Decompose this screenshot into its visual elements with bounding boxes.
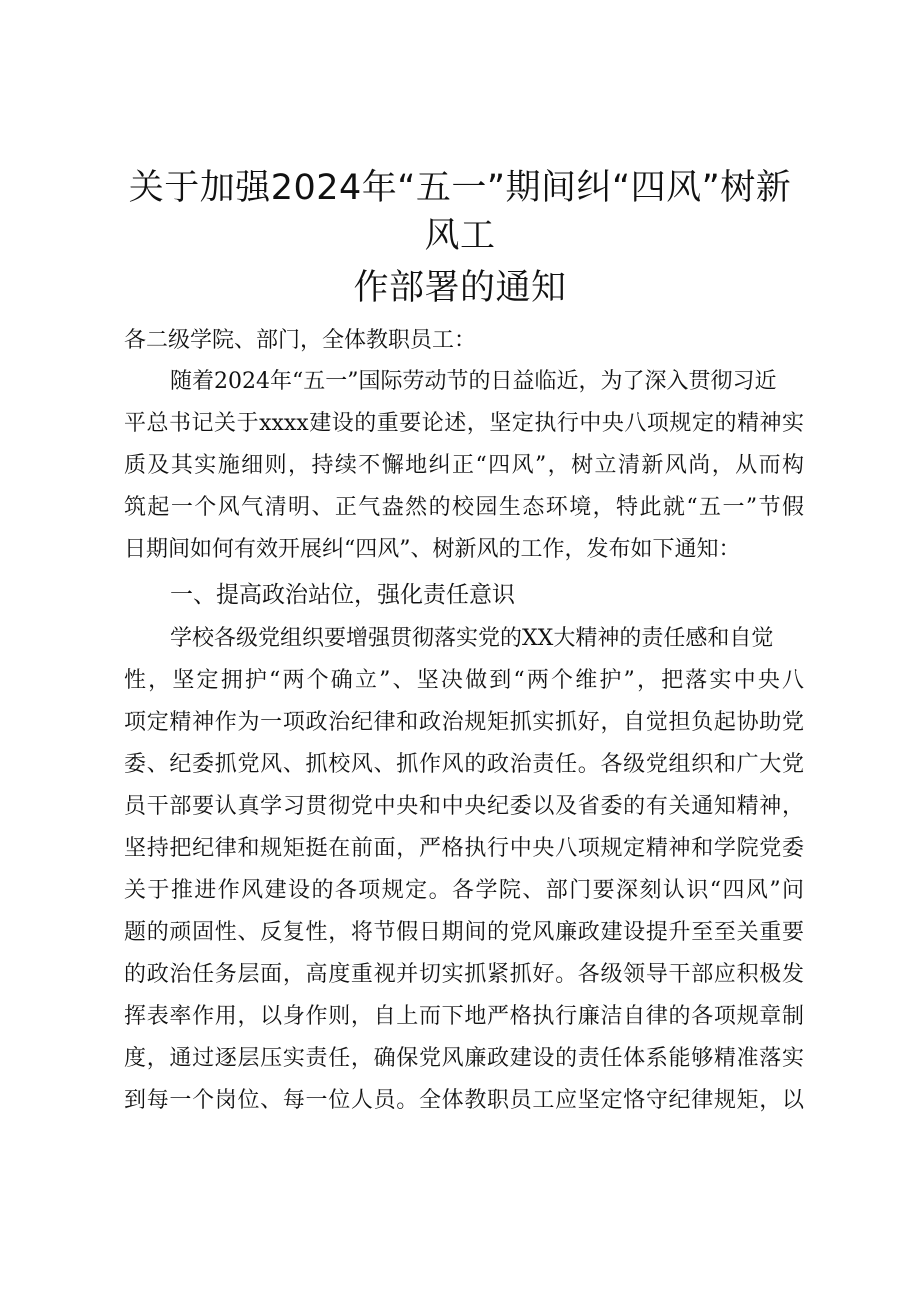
body-line: 员干部要认真学习贯彻党中央和中央纪委以及省委的有关通知精神，: [124, 794, 804, 819]
intro-line: 质及其实施细则，持续不懈地纠正“四风”，树立清新风尚，从而构: [124, 453, 804, 478]
body-line: 学校各级党组织要增强贯彻落实党的XX大精神的责任感和自觉: [170, 626, 774, 651]
body-line: 委、纪委抓党风、抓校风、抓作风的政治责任。各级党组织和广大党: [124, 752, 804, 777]
intro-line: 随着2024年“五一”国际劳动节的日益临近，为了深入贯彻习近: [170, 369, 777, 394]
body-line: 项定精神作为一项政治纪律和政治规矩抓实抓好，自觉担负起协助党: [124, 710, 804, 735]
salutation: 各二级学院、部门，全体教职员工：: [124, 328, 477, 353]
document-title-line-1: 关于加强2024年“五一”期间纠“四风”树新: [128, 168, 792, 208]
body-line: 挥表率作用，以身作则，自上而下地严格执行廉洁自律的各项规章制: [124, 1004, 804, 1029]
document-title-line-3: 作部署的通知: [353, 268, 567, 308]
body-line: 的政治任务层面，高度重视并切实抓紧抓好。各级领导干部应积极发: [124, 962, 804, 987]
body-line: 到每一个岗位、每一位人员。全体教职员工应坚定恪守纪律规矩，以: [124, 1088, 804, 1113]
intro-line: 筑起一个风气清明、正气盎然的校园生态环境，特此就“五一”节假: [124, 495, 804, 520]
body-line: 题的顽固性、反复性，将节假日期间的党风廉政建设提升至至关重要: [124, 920, 804, 945]
document-title-line-2: 风工: [424, 216, 496, 256]
body-line: 性，坚定拥护“两个确立”、坚决做到“两个维护”，把落实中央八: [124, 668, 804, 693]
body-line: 坚持把纪律和规矩挺在前面，严格执行中央八项规定精神和学院党委: [124, 836, 804, 861]
intro-line: 日期间如何有效开展纠“四风”、树新风的工作，发布如下通知：: [124, 537, 741, 562]
body-line: 度，通过逐层压实责任，确保党风廉政建设的责任体系能够精准落实: [124, 1046, 804, 1071]
intro-line: 平总书记关于xxxx建设的重要论述，坚定执行中央八项规定的精神实: [124, 411, 804, 436]
body-line: 关于推进作风建设的各项规定。各学院、部门要深刻认识“四风”问: [124, 878, 804, 903]
section-heading: 一、提高政治站位，强化责任意识: [170, 582, 515, 608]
